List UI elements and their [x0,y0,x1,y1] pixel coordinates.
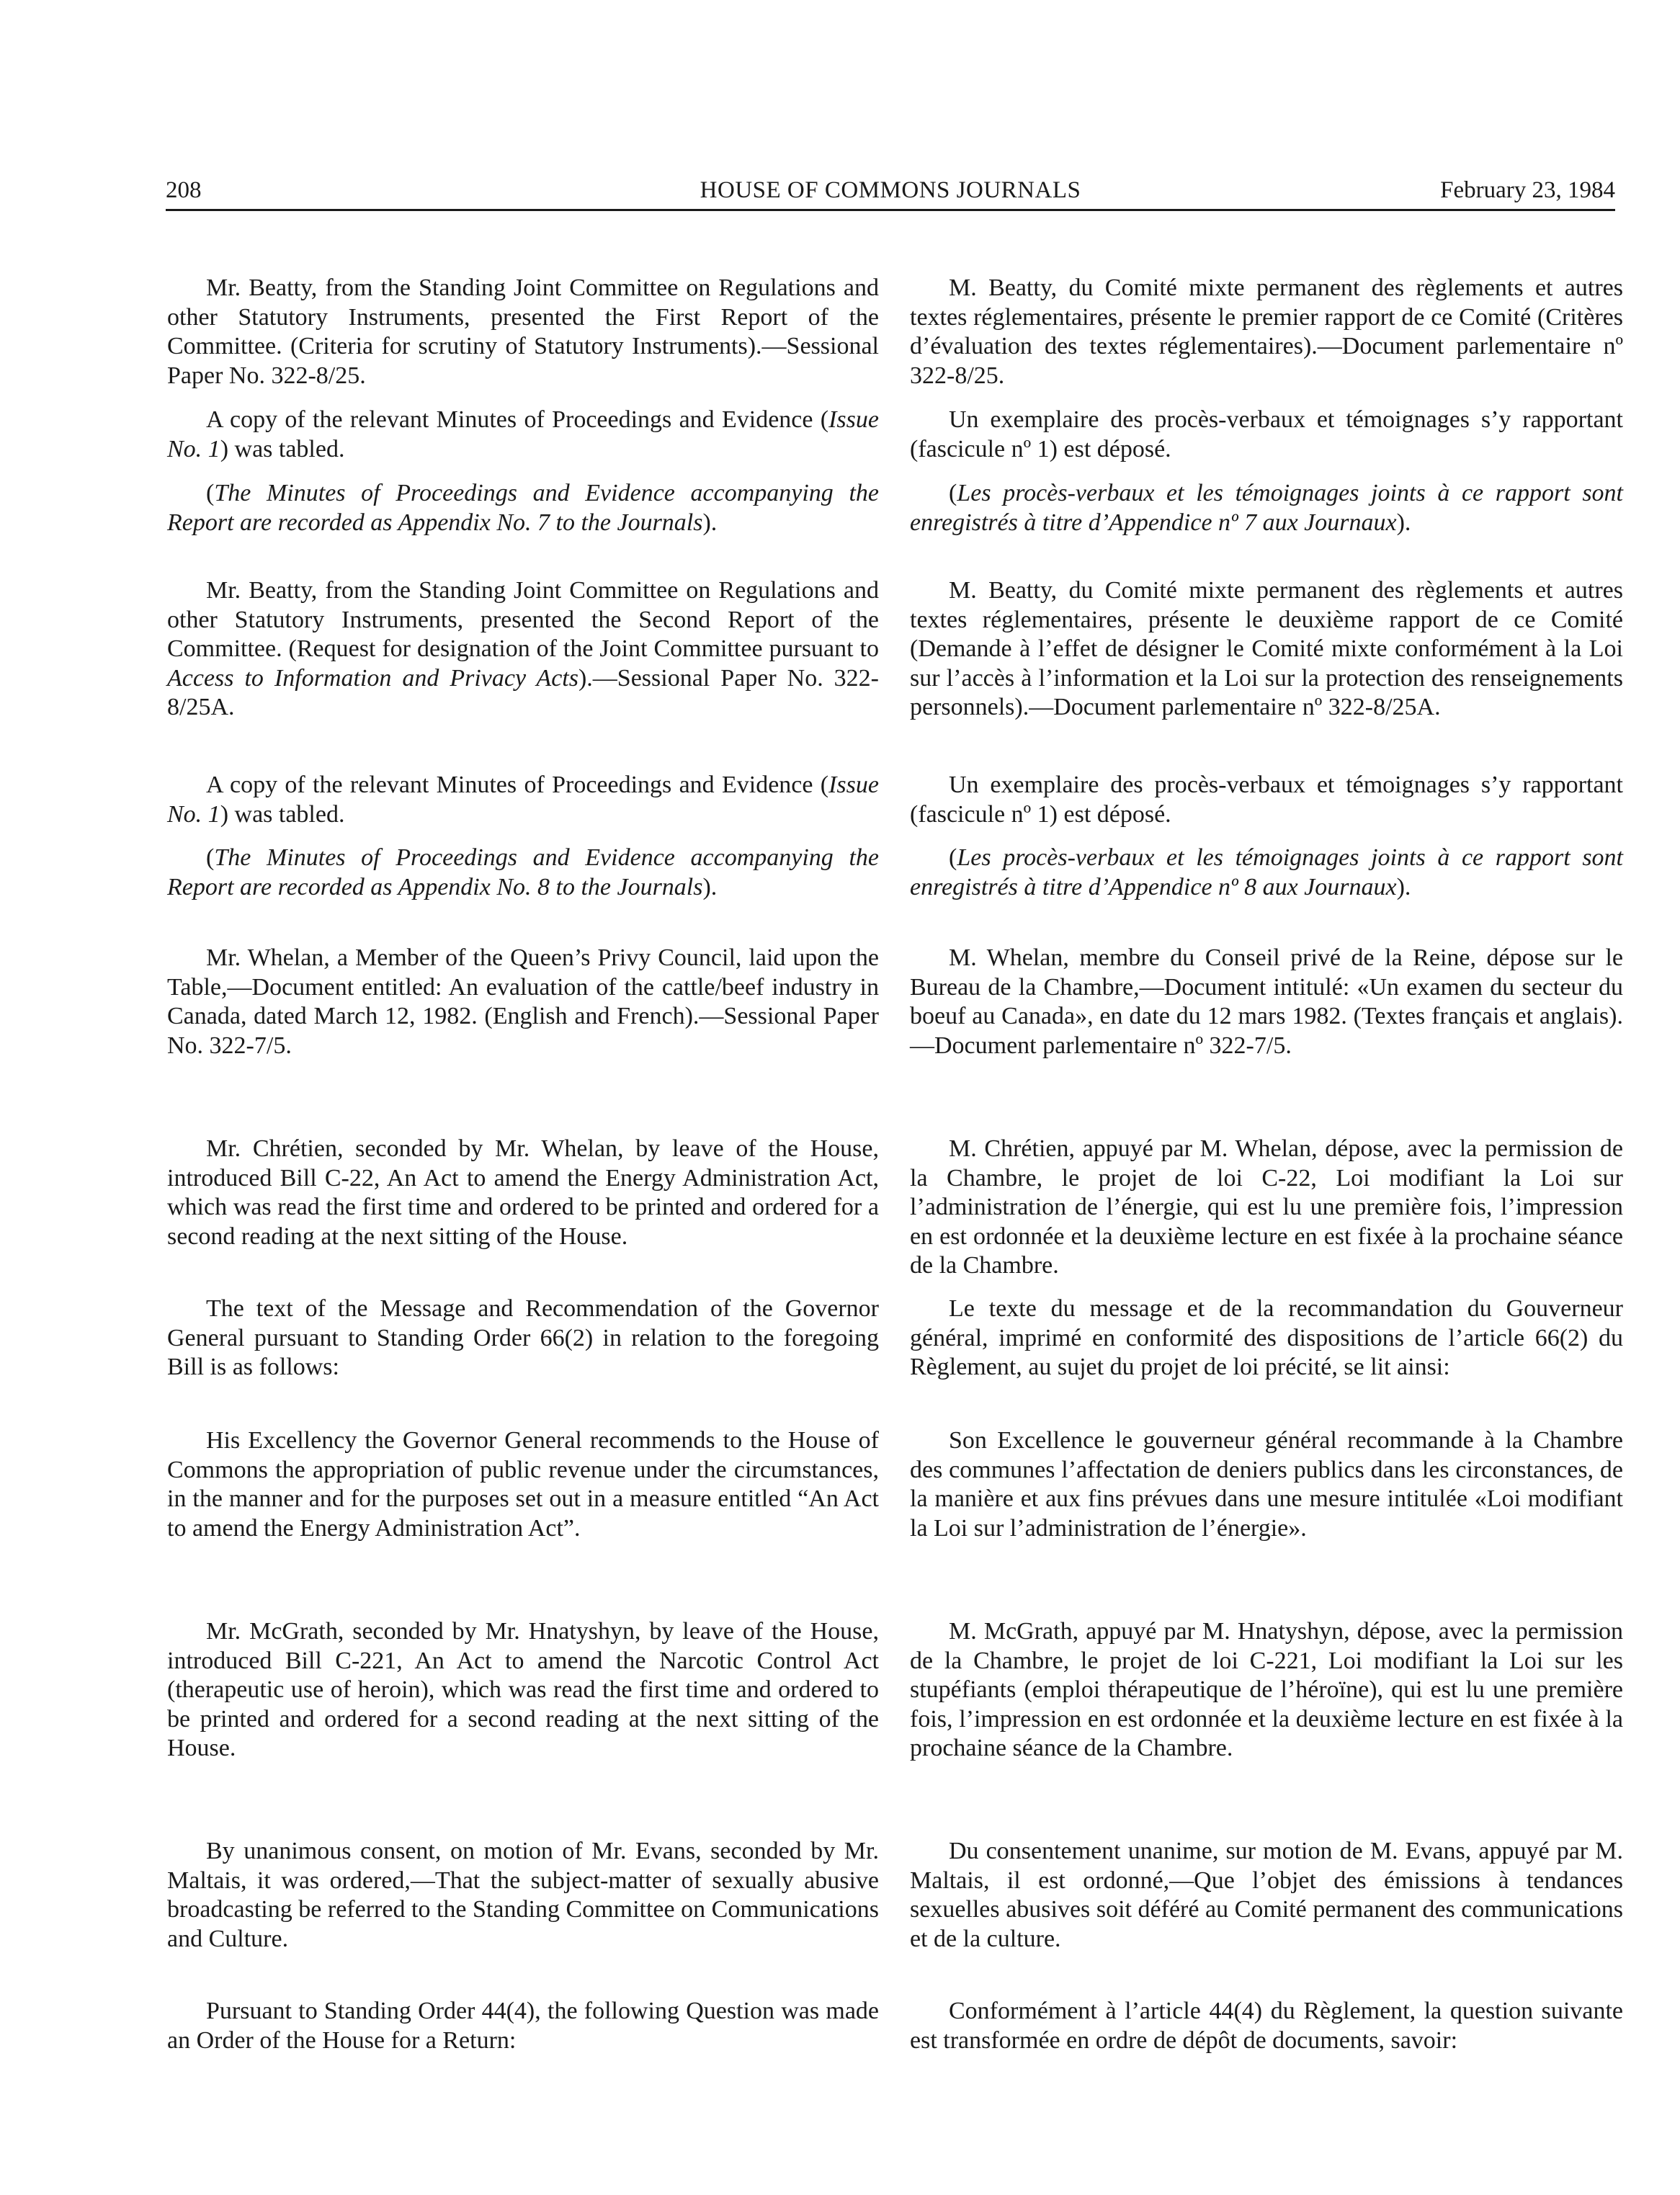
en-minutes-tabled-paragraph-2: A copy of the relevant Minutes of Proceedings and Evidence (Issue No. 1) was tabled. [167,772,879,828]
fr-governor-recommendation-paragraph: Son Excellence le gouverneur général recommande à la Chambre des communes l’affectation de deniers publics dans les circonstances, de la manière et aux fins prévues dans une mesure intitulée «Loi modifiant la Loi sur l’administration de l’énergie». [910,1427,1623,1542]
page-date: February 23, 1984 [1440,177,1615,203]
fr-minutes-tabled-paragraph-2: Un exemplaire des procès-verbaux et témoignages s’y rapportant (fascicule nº 1) est déposé. [910,772,1623,828]
en-order-for-return-paragraph: Pursuant to Standing Order 44(4), the following Question was made an Order of the House for a Return: [167,1998,879,2054]
fr-order-for-return-paragraph: Conformément à l’article 44(4) du Règlement, la question suivante est transformée en ordre de dépôt de documents, savoir: [910,1998,1623,2054]
fr-appendix-note-paragraph: (Les procès-verbaux et les témoignages joints à ce rapport sont enregistrés à titre d’Appendice nº 7 aux Journaux). [910,480,1623,536]
fr-first-report-paragraph: M. Beatty, du Comité mixte permanent des règlements et autres textes réglementaires, présente le premier rapport de ce Comité (Critères d’évaluation des textes réglementaires).—Document parlementaire nº 322-8/25. [910,274,1623,389]
page-number: 208 [166,177,202,203]
fr-unanimous-consent-paragraph: Du consentement unanime, sur motion de M. Evans, appuyé par M. Maltais, il est ordonné,—Que l’objet des émissions à tendances sexuelles abusives soit déféré au Comité permanent des communications et de la culture. [910,1838,1623,1952]
fr-minutes-tabled-paragraph: Un exemplaire des procès-verbaux et témoignages s’y rapportant (fascicule nº 1) est déposé. [910,406,1623,462]
en-unanimous-consent-paragraph: By unanimous consent, on motion of Mr. Evans, seconded by Mr. Maltais, it was ordered,—That the subject-matter of sexually abusive broadcasting be referred to the Standing Committee on Communications and Culture. [167,1838,879,1952]
fr-bill-c221-paragraph: M. McGrath, appuyé par M. Hnatyshyn, dépose, avec la permission de la Chambre, le projet de loi C-221, Loi modifiant la Loi sur les stupéfiants (emploi thérapeutique de l’héroïne), qui est lu une première fois, l’impression en est ordonnée et la deuxième lecture en est fixée à la prochaine séance de la Chambre. [910,1618,1623,1761]
fr-second-report-paragraph: M. Beatty, du Comité mixte permanent des règlements et autres textes réglementaires, présente le deuxième rapport de ce Comité (Demande à l’effet de désigner le Comité mixte conformément à la Loi sur l’accès à l’information et la Loi sur la protection des renseignements personnels).—Document parlementaire nº 322-8/25A. [910,577,1623,720]
fr-appendix-note-paragraph-2: (Les procès-verbaux et les témoignages joints à ce rapport sont enregistrés à titre d’Appendice nº 8 aux Journaux). [910,844,1623,900]
en-second-report-paragraph: Mr. Beatty, from the Standing Joint Committee on Regulations and other Statutory Instruments, presented the Second Report of the Committee. (Request for designation of the Joint Committee pursuant to Access to Information and Privacy Acts).—Sessional Paper No. 322-8/25A. [167,577,880,720]
fr-governor-message-intro-paragraph: Le texte du message et de la recommandation du Gouverneur général, imprimé en conformité des dispositions de l’article 66(2) du Règlement, au sujet du projet de loi précité, se lit ainsi: [910,1295,1623,1380]
page-header [166,176,1615,211]
en-governor-recommendation-paragraph: His Excellency the Governor General recommends to the House of Commons the appropriation of public revenue under the circumstances, in the manner and for the purposes set out in a measure entitled “An Act to amend the Energy Administration Act”. [167,1427,879,1542]
en-appendix-note-paragraph: (The Minutes of Proceedings and Evidence accompanying the Report are recorded as Appendix No. 7 to the Journals). [167,480,879,536]
en-first-report-paragraph: Mr. Beatty, from the Standing Joint Committee on Regulations and other Statutory Instruments, presented the First Report of the Committee. (Criteria for scrutiny of Statutory Instruments).—Sessional Paper No. 322-8/25. [167,274,879,389]
en-bill-c22-paragraph: Mr. Chrétien, seconded by Mr. Whelan, by leave of the House, introduced Bill C-22, An Act to amend the Energy Administration Act, which was read the first time and ordered to be printed and ordered for a second reading at the next sitting of the House. [167,1135,879,1250]
en-whelan-document-paragraph: Mr. Whelan, a Member of the Queen’s Privy Council, laid upon the Table,—Document entitled: An evaluation of the cattle/beef industry in Canada, dated March 12, 1982. (English and French).—Sessional Paper No. 322-7/5. [167,944,879,1059]
en-bill-c221-paragraph: Mr. McGrath, seconded by Mr. Hnatyshyn, by leave of the House, introduced Bill C-221, An Act to amend the Narcotic Control Act (therapeutic use of heroin), which was read the first time and ordered to be printed and ordered for a second reading at the next sitting of the House. [167,1618,879,1761]
journal-title: HOUSE OF COMMONS JOURNALS [700,177,1081,203]
en-minutes-tabled-paragraph: A copy of the relevant Minutes of Proceedings and Evidence (Issue No. 1) was tabled. [167,406,879,462]
fr-bill-c22-paragraph: M. Chrétien, appuyé par M. Whelan, dépose, avec la permission de la Chambre, le projet de loi C-22, Loi modifiant la Loi sur l’administration de l’énergie, qui est lu une première fois, l’impression en est ordonnée et la deuxième lecture en est fixée à la prochaine séance de la Chambre. [910,1135,1623,1279]
en-appendix-note-paragraph-2: (The Minutes of Proceedings and Evidence accompanying the Report are recorded as Appendix No. 8 to the Journals). [167,844,879,900]
fr-whelan-document-paragraph: M. Whelan, membre du Conseil privé de la Reine, dépose sur le Bureau de la Chambre,—Document intitulé: «Un examen du secteur du boeuf au Canada», en date du 12 mars 1982. (Textes français et anglais).—Document parlementaire nº 322-7/5. [910,944,1623,1059]
en-governor-message-intro-paragraph: The text of the Message and Recommendation of the Governor General pursuant to Standing Order 66(2) in relation to the foregoing Bill is as follows: [167,1295,879,1380]
